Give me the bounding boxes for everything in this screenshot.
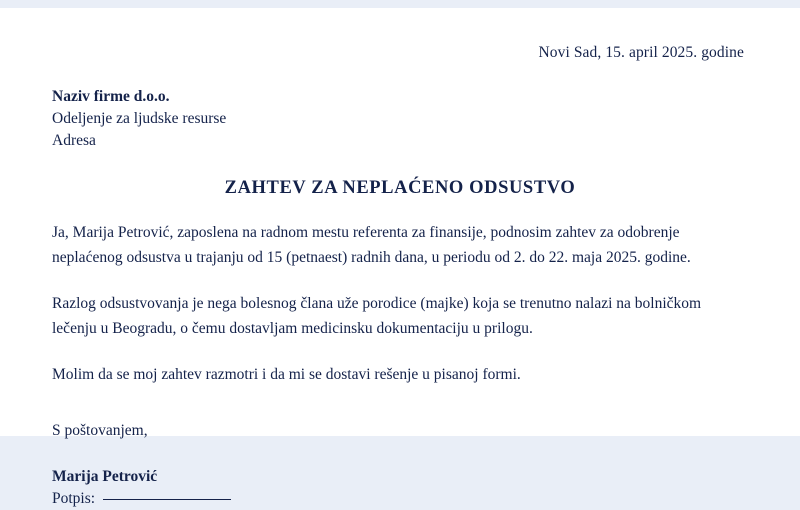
recipient-address: Adresa xyxy=(52,132,96,149)
body-paragraph-1: Ja, Marija Petrović, zaposlena na radnom mestu referenta za finansije, podnosim zahtev za odobrenje neplaćenog odsustva u trajanju od 15 (petnaest) radnih dana, u periodu od 2. do 22. maja 2025. godine. xyxy=(52,224,691,267)
body-paragraph-3: Molim da se moj zahtev razmotri i da mi se dostavi rešenje u pisanoj formi. xyxy=(52,366,521,384)
date-line: Novi Sad, 15. april 2025. godine xyxy=(538,44,744,61)
document-page xyxy=(0,8,800,508)
signature-block xyxy=(52,466,748,510)
signature-rule xyxy=(103,499,231,500)
signature-line-row xyxy=(52,488,748,510)
recipient-company: Naziv firme d.o.o. xyxy=(52,88,170,105)
recipient-block xyxy=(52,86,748,152)
recipient-department: Odeljenje za ljudske resurse xyxy=(52,110,227,127)
signature-label: Potpis: xyxy=(52,490,96,508)
signature-name: Marija Petrović xyxy=(52,467,158,485)
document-title: ZAHTEV ZA NEPLAĆENO ODSUSTVO xyxy=(224,178,576,198)
body-paragraph-2: Razlog odsustvovanja je nega bolesnog člana uže porodice (majke) koja se trenutno nalazi na bolničkom lečenju u Beogradu, o čemu dostavljam medicinsku dokumentaciju u prilogu. xyxy=(52,295,702,338)
closing-line: S poštovanjem, xyxy=(52,421,148,439)
